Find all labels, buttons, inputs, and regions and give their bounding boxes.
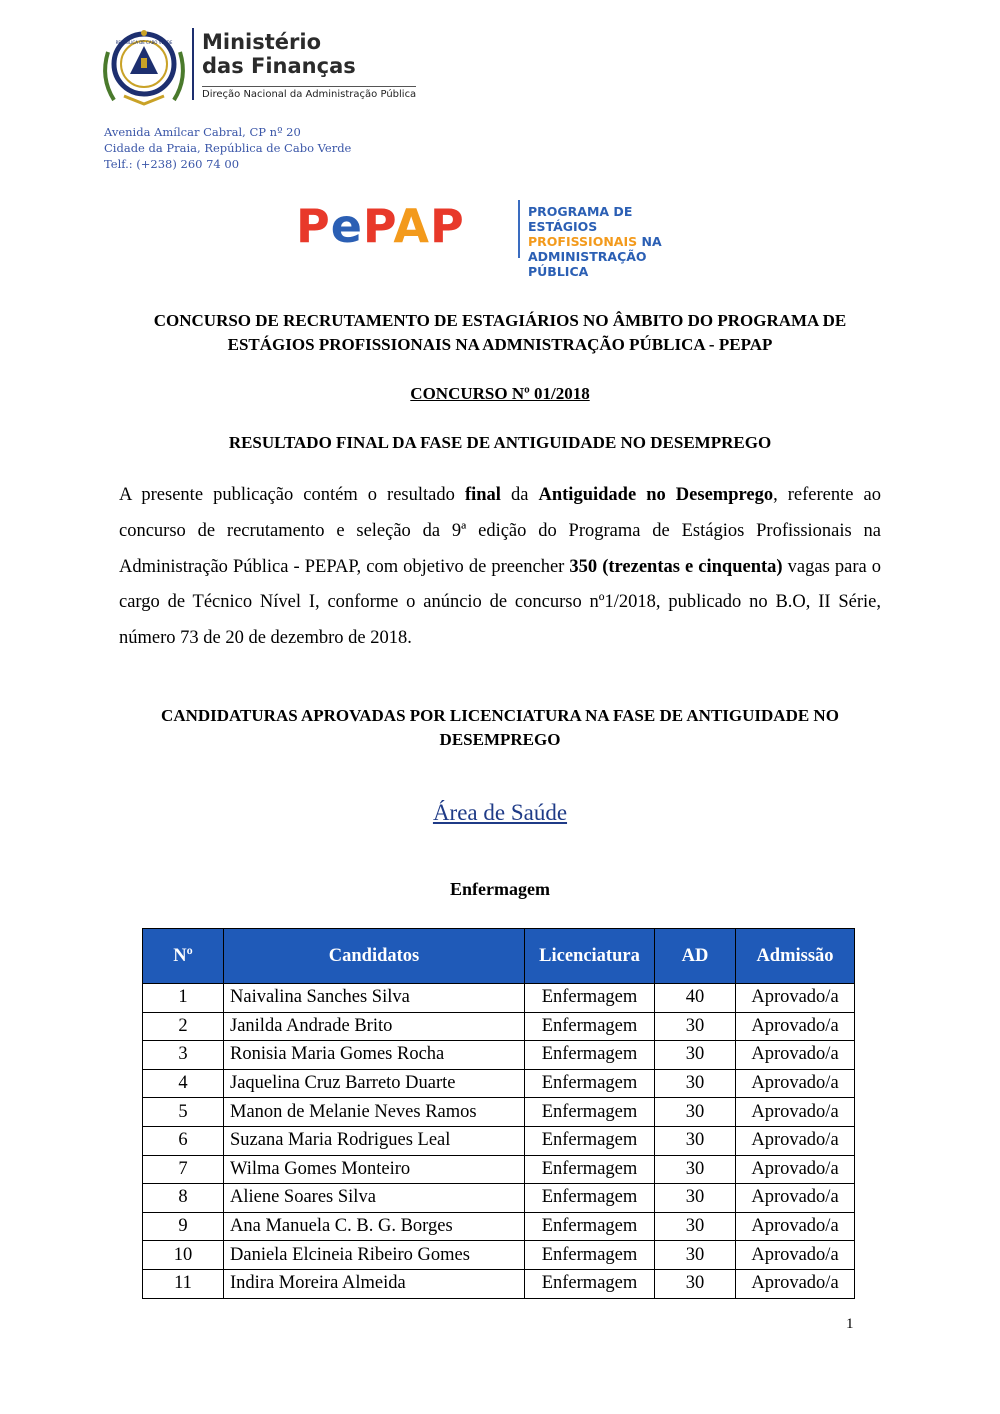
pepap-tagline-line1: PROGRAMA DE ESTÁGIOS bbox=[528, 204, 633, 234]
pepap-divider bbox=[518, 200, 520, 258]
document-title bbox=[100, 309, 900, 357]
cell-ad: 30 bbox=[655, 1012, 736, 1041]
cell-ad: 30 bbox=[655, 1098, 736, 1127]
table-row bbox=[143, 1126, 855, 1155]
result-title: RESULTADO FINAL DA FASE DE ANTIGUIDADE NO DESEMPREGO bbox=[228, 433, 772, 452]
table-header-row bbox=[143, 929, 855, 984]
pepap-letter-p2: P bbox=[362, 199, 394, 253]
ministry-name bbox=[202, 30, 356, 78]
cell-candidate-name: Aliene Soares Silva bbox=[224, 1184, 525, 1213]
cell-admission: Aprovado/a bbox=[736, 1126, 855, 1155]
cell-degree: Enfermagem bbox=[525, 1126, 655, 1155]
cell-admission: Aprovado/a bbox=[736, 1212, 855, 1241]
cell-candidate-name: Jaquelina Cruz Barreto Duarte bbox=[224, 1069, 525, 1098]
ministry-name-line2: das Finanças bbox=[202, 54, 356, 78]
page-number: 1 bbox=[846, 1316, 854, 1332]
section-title: Enfermagem bbox=[450, 879, 550, 899]
cell-ad: 30 bbox=[655, 1155, 736, 1184]
intro-bold: Antiguidade no Desemprego bbox=[538, 485, 774, 505]
pepap-wordmark bbox=[296, 196, 465, 256]
pepap-tagline-highlight: PROFISSIONAIS bbox=[528, 234, 638, 249]
column-header-ad: AD bbox=[655, 929, 736, 984]
cell-degree: Enfermagem bbox=[525, 1155, 655, 1184]
contest-number: CONCURSO Nº 01/2018 bbox=[410, 384, 590, 403]
table-row bbox=[143, 1184, 855, 1213]
cell-degree: Enfermagem bbox=[525, 1241, 655, 1270]
intro-text: vagas para o cargo de Técnico Nível I, conforme o anúncio de concurso nº1/2018, publicado no B.O, II Série, número 73 de 20 de dezembro de 2018. bbox=[119, 556, 882, 649]
cell-ad: 30 bbox=[655, 1212, 736, 1241]
cell-degree: Enfermagem bbox=[525, 1069, 655, 1098]
intro-text: , referente ao concurso de recrutamento e seleção da 9ª edição do Programa de Estágios Profissionais na Administração Pública - PEPAP, com objetivo de preencher bbox=[119, 485, 882, 577]
ministry-direction: Direção Nacional da Administração Pública bbox=[202, 86, 416, 100]
cell-number: 7 bbox=[143, 1155, 224, 1184]
cell-candidate-name: Janilda Andrade Brito bbox=[224, 1012, 525, 1041]
approved-title bbox=[100, 704, 900, 752]
table-row bbox=[143, 1241, 855, 1270]
cell-ad: 30 bbox=[655, 1069, 736, 1098]
cell-admission: Aprovado/a bbox=[736, 1041, 855, 1070]
area-title: Área de Saúde bbox=[432, 800, 568, 825]
table-row bbox=[143, 1012, 855, 1041]
intro-bold: 350 (trezentas e cinquenta) bbox=[569, 556, 783, 577]
cell-admission: Aprovado/a bbox=[736, 1269, 855, 1298]
intro-bold: final bbox=[464, 485, 501, 505]
cell-ad: 40 bbox=[655, 984, 736, 1013]
table-row bbox=[143, 1041, 855, 1070]
cell-candidate-name: Naivalina Sanches Silva bbox=[224, 984, 525, 1013]
cell-admission: Aprovado/a bbox=[736, 1098, 855, 1127]
seal-text: REPÚBLICA DE CABO VERDE bbox=[115, 40, 173, 45]
cell-number: 10 bbox=[143, 1241, 224, 1270]
cell-admission: Aprovado/a bbox=[736, 1012, 855, 1041]
cell-candidate-name: Ronisia Maria Gomes Rocha bbox=[224, 1041, 525, 1070]
cell-candidate-name: Suzana Maria Rodrigues Leal bbox=[224, 1126, 525, 1155]
ministry-divider bbox=[192, 28, 194, 100]
cell-admission: Aprovado/a bbox=[736, 1241, 855, 1270]
cell-admission: Aprovado/a bbox=[736, 1184, 855, 1213]
cell-degree: Enfermagem bbox=[525, 1012, 655, 1041]
table-row bbox=[143, 1155, 855, 1184]
cell-admission: Aprovado/a bbox=[736, 1069, 855, 1098]
approved-title-line1: CANDIDATURAS APROVADAS POR LICENCIATURA NA FASE DE ANTIGUIDADE NO bbox=[161, 706, 839, 725]
cell-candidate-name: Wilma Gomes Monteiro bbox=[224, 1155, 525, 1184]
cell-number: 2 bbox=[143, 1012, 224, 1041]
cell-candidate-name: Indira Moreira Almeida bbox=[224, 1269, 525, 1298]
cell-ad: 30 bbox=[655, 1126, 736, 1155]
address-phone: Telf.: (+238) 260 74 00 bbox=[104, 157, 240, 171]
ministry-name-line1: Ministério bbox=[202, 30, 322, 54]
address-block bbox=[104, 124, 351, 172]
cell-number: 8 bbox=[143, 1184, 224, 1213]
cell-ad: 30 bbox=[655, 1041, 736, 1070]
intro-text: da bbox=[500, 485, 539, 505]
pepap-letter-a: A bbox=[393, 199, 431, 253]
cell-degree: Enfermagem bbox=[525, 1269, 655, 1298]
table-row bbox=[143, 1269, 855, 1298]
pepap-letter-p1: P bbox=[296, 199, 331, 253]
pepap-tagline-line3: ADMINISTRAÇÃO PÚBLICA bbox=[528, 249, 647, 279]
cell-degree: Enfermagem bbox=[525, 984, 655, 1013]
table-row bbox=[143, 984, 855, 1013]
cell-ad: 30 bbox=[655, 1241, 736, 1270]
approved-title-line2: DESEMPREGO bbox=[439, 730, 561, 749]
cell-degree: Enfermagem bbox=[525, 1098, 655, 1127]
table-body bbox=[143, 984, 855, 1299]
results-table bbox=[142, 928, 855, 1299]
pepap-tagline bbox=[528, 204, 676, 279]
column-header-degree: Licenciatura bbox=[525, 929, 655, 984]
cell-degree: Enfermagem bbox=[525, 1184, 655, 1213]
pepap-letter-p3: P bbox=[430, 199, 465, 253]
table-row bbox=[143, 1098, 855, 1127]
cell-number: 1 bbox=[143, 984, 224, 1013]
ministry-logo bbox=[96, 22, 426, 112]
coat-of-arms-icon bbox=[96, 22, 192, 112]
pepap-logo bbox=[296, 196, 676, 279]
column-header-admission: Admissão bbox=[736, 929, 855, 984]
cell-ad: 30 bbox=[655, 1184, 736, 1213]
intro-text: A presente publicação contém o resultado bbox=[119, 485, 465, 505]
cell-number: 5 bbox=[143, 1098, 224, 1127]
cell-number: 6 bbox=[143, 1126, 224, 1155]
intro-paragraph bbox=[119, 478, 881, 657]
pepap-tagline-line2 bbox=[528, 234, 676, 249]
cell-number: 3 bbox=[143, 1041, 224, 1070]
address-line: Avenida Amílcar Cabral, CP nº 20 bbox=[104, 125, 301, 139]
table-row bbox=[143, 1069, 855, 1098]
cell-number: 4 bbox=[143, 1069, 224, 1098]
cell-candidate-name: Daniela Elcineia Ribeiro Gomes bbox=[224, 1241, 525, 1270]
cell-admission: Aprovado/a bbox=[736, 1155, 855, 1184]
cell-degree: Enfermagem bbox=[525, 1212, 655, 1241]
column-header-candidates: Candidatos bbox=[224, 929, 525, 984]
cell-candidate-name: Manon de Melanie Neves Ramos bbox=[224, 1098, 525, 1127]
document-title-line1: CONCURSO DE RECRUTAMENTO DE ESTAGIÁRIOS NO ÂMBITO DO PROGRAMA DE bbox=[153, 311, 847, 330]
cell-number: 11 bbox=[143, 1269, 224, 1298]
column-header-number: Nº bbox=[143, 929, 224, 984]
cell-degree: Enfermagem bbox=[525, 1041, 655, 1070]
pepap-tagline-na: NA bbox=[637, 234, 662, 249]
table-row bbox=[143, 1212, 855, 1241]
cell-ad: 30 bbox=[655, 1269, 736, 1298]
cell-number: 9 bbox=[143, 1212, 224, 1241]
pepap-letter-e: e bbox=[330, 199, 363, 253]
cell-admission: Aprovado/a bbox=[736, 984, 855, 1013]
cell-candidate-name: Ana Manuela C. B. G. Borges bbox=[224, 1212, 525, 1241]
address-line: Cidade da Praia, República de Cabo Verde bbox=[104, 141, 352, 155]
document-title-line2: ESTÁGIOS PROFISSIONAIS NA ADMNISTRAÇÃO PÚBLICA - PEPAP bbox=[227, 335, 773, 354]
